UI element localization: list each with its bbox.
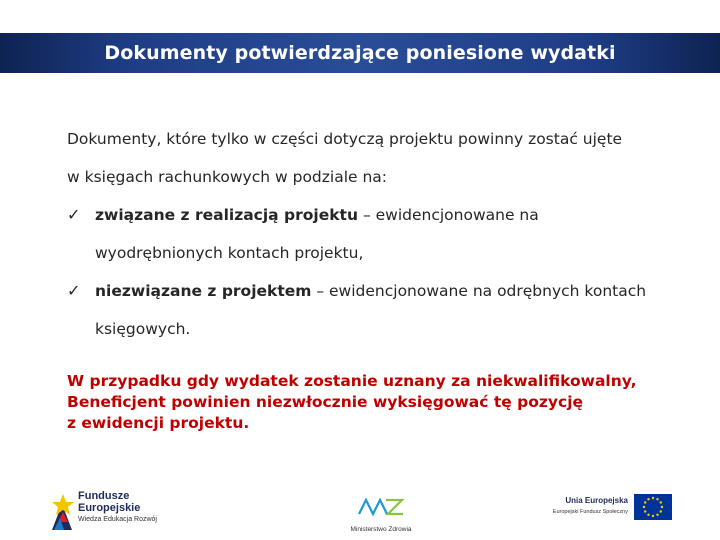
mz-caption: Ministerstwo Zdrowia <box>350 526 412 533</box>
warning-line-2: Beneficjent powinien niezwłocznie wyksięgować tę pozycję <box>67 393 584 411</box>
footer-logos <box>0 480 720 540</box>
ue-line-1: Unia Europejska <box>565 496 628 505</box>
bullet-1-line-1 <box>95 196 687 234</box>
warning-line-1: W przypadku gdy wydatek zostanie uznany za niekwalifikowalny, <box>67 372 637 390</box>
eu-flag-icon <box>634 494 672 520</box>
warning-text <box>67 371 687 434</box>
bullet-item-2 <box>67 272 687 348</box>
checkmark-icon: ✓ <box>67 281 81 300</box>
bullet-2-rest: – ewidencjonowane na odrębnych kontach <box>311 282 647 300</box>
fe-logo-text <box>78 490 157 526</box>
slide-title: Dokumenty potwierdzające poniesione wydatki <box>104 42 616 64</box>
fundusze-europejskie-logo <box>50 490 170 536</box>
fe-line-2: Europejskie <box>78 502 141 514</box>
ue-line-2: Europejski Fundusz Społeczny <box>552 509 628 515</box>
warning-line-3: z ewidencji projektu. <box>67 414 250 432</box>
fe-star-icon <box>50 492 76 532</box>
fe-line-1: Fundusze <box>78 490 130 502</box>
bullet-2-line-1 <box>95 272 687 310</box>
slide-content <box>67 120 687 348</box>
bullet-1-bold: związane z realizacją projektu <box>95 206 359 224</box>
bullet-1-line-2: wyodrębnionych kontach projektu, <box>95 244 364 262</box>
ministerstwo-zdrowia-logo <box>346 492 416 538</box>
bullet-1-rest: – ewidencjonowane na <box>358 206 539 224</box>
bullet-2-line-2: księgowych. <box>95 320 191 338</box>
fe-line-3: Wiedza Edukacja Rozwój <box>78 516 157 523</box>
ue-logo-text <box>548 496 628 515</box>
checkmark-icon: ✓ <box>67 205 81 224</box>
intro-line-1: Dokumenty, które tylko w części dotyczą projektu powinny zostać ujęte <box>67 130 623 148</box>
mz-mark-icon <box>356 492 406 520</box>
bullet-item-1 <box>67 196 687 272</box>
bullet-2-bold: niezwiązane z projektem <box>95 282 312 300</box>
title-bar <box>0 33 720 73</box>
unia-europejska-logo <box>548 494 678 534</box>
intro-line-2: w księgach rachunkowych w podziale na: <box>67 168 388 186</box>
